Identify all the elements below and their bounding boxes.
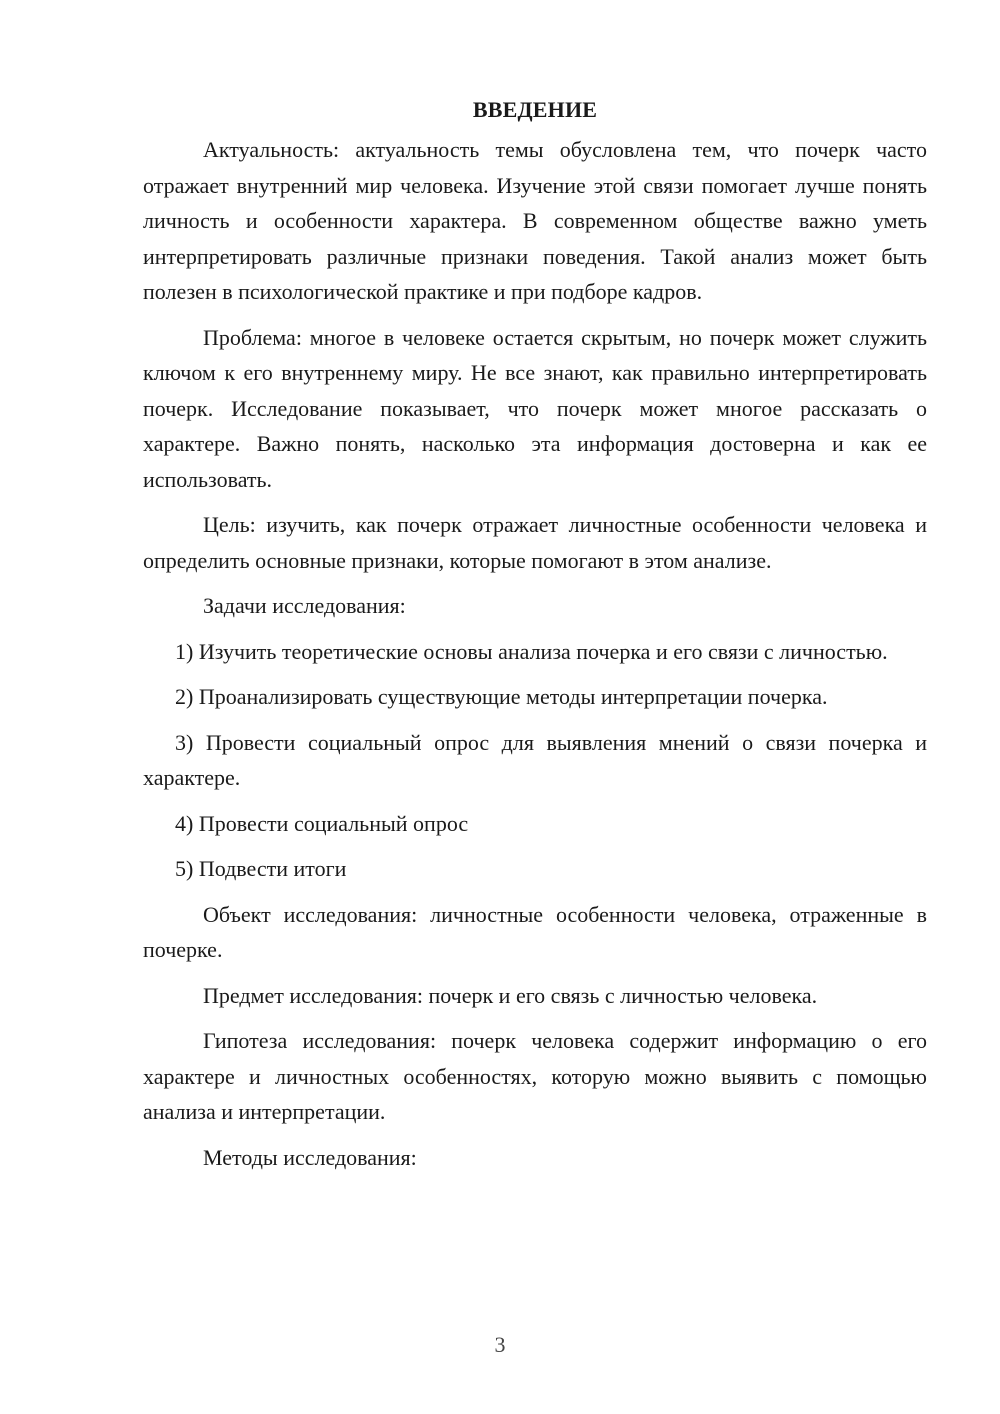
paragraph-goal: Цель: изучить, как почерк отражает личностные особенности человека и определить основные признаки, которые помогают в этом анализе. (143, 512, 927, 573)
task-item-3: 3) Провести социальный опрос для выявления мнений о связи почерка и характере. (143, 729, 927, 790)
task-item-2: 2) Проанализировать существующие методы интерпретации почерка. (175, 684, 828, 709)
section-title: ВВЕДЕНИЕ (472, 97, 598, 122)
paragraph-hypothesis: Гипотеза исследования: почерк человека содержит информацию о его характере и личностных особенностях, которую можно выявить с помощью анализа и интерпретации. (143, 1028, 927, 1124)
task-item-1: 1) Изучить теоретические основы анализа почерка и его связи с личностью. (175, 638, 888, 664)
paragraph-subject: Предмет исследования: почерк и его связь с личностью человека. (203, 982, 818, 1008)
paragraph-methods: Методы исследования: (203, 1144, 417, 1170)
paragraph-relevance: Актуальность: актуальность темы обусловлена тем, что почерк часто отражает внутренний мир человека. Изучение этой связи помогает лучше понять личность и особенности характера. В современном обществе важно уметь интерпретировать различные признаки поведения. Такой анализ может быть полезен в психологической практике и при подборе кадров. (143, 137, 927, 304)
page-number: 3 (494, 1332, 506, 1357)
task-item-5: 5) Подвести итоги (175, 856, 347, 881)
paragraph-tasks-heading: Задачи исследования: (203, 593, 406, 618)
page-content (143, 92, 927, 1185)
paragraph-object: Объект исследования: личностные особенности человека, отраженные в почерке. (143, 901, 927, 962)
paragraph-problem: Проблема: многое в человеке остается скрытым, но почерк может служить ключом к его внутреннему миру. Не все знают, как правильно интерпретировать почерк. Исследование показывает, что почерк может многое рассказать о характере. Важно понять, насколько эта информация достоверна и как ее использовать. (143, 324, 927, 492)
task-item-4: 4) Провести социальный опрос (175, 810, 469, 836)
